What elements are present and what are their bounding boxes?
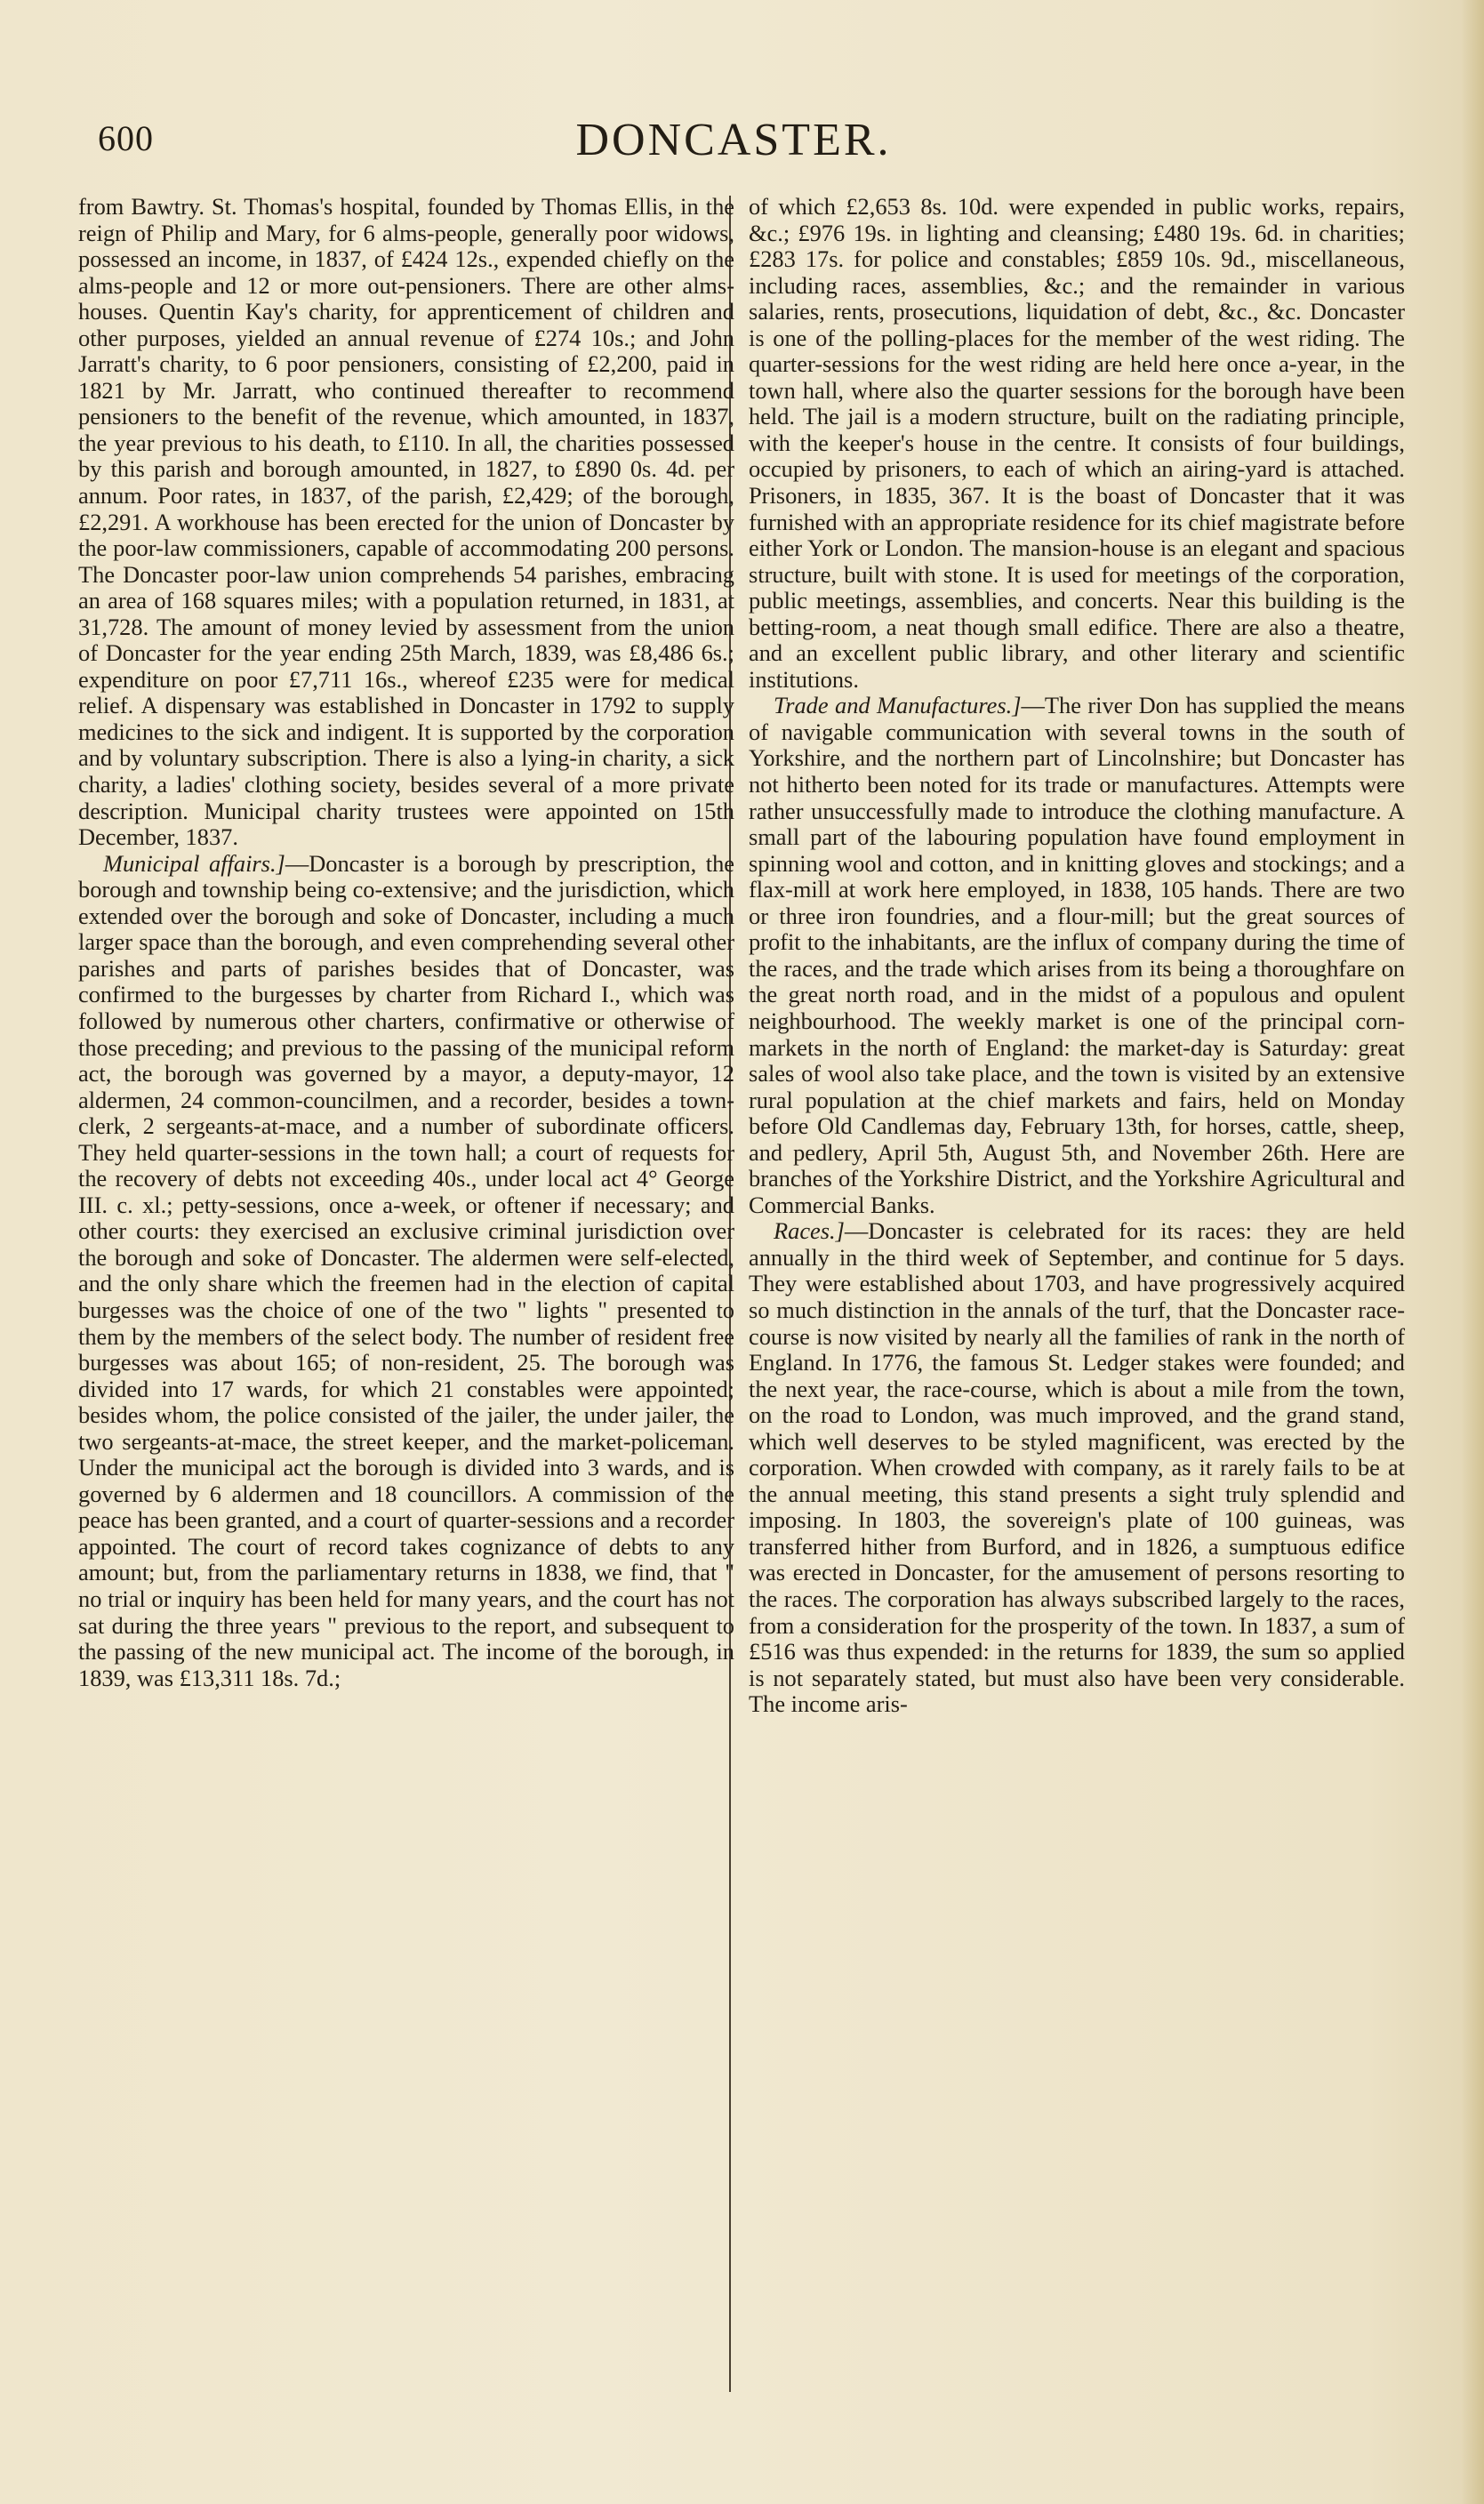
- paragraph-races: [749, 1218, 1405, 1717]
- page-number: 600: [98, 118, 154, 158]
- paragraph-municipal-affairs: [78, 851, 734, 1692]
- section-heading-municipal-affairs: Municipal affairs.]: [103, 849, 285, 877]
- paragraph-trade: [749, 693, 1405, 1218]
- paragraph-charities: from Bawtry. St. Thomas's hospital, founded by Thomas Ellis, in the reign of Philip and Mary, for 6 alms-people, generally poor widows, possessed an income, in 1837, of £424 12s., expended chiefly on the alms-people and 12 or more out-pensioners. There are other alms-houses. Quentin Kay's charity, for apprenticement of children and other purposes, yielded an annual revenue of £274 10s.; and John Jarratt's charity, to 6 poor pensioners, consisting of £2,200, paid in 1821 by Mr. Jarratt, who continued thereafter to recommend pensioners to the benefit of the revenue, which amounted, in 1837, the year previous to his death, to £110. In all, the charities possessed by this parish and borough amounted, in 1827, to £890 0s. 4d. per annum. Poor rates, in 1837, of the parish, £2,429; of the borough, £2,291. A workhouse has been erected for the union of Doncaster by the poor-law commissioners, capable of accommodating 200 persons. The Doncaster poor-law union comprehends 54 parishes, embracing an area of 168 squares miles; with a population returned, in 1831, at 31,728. The amount of money levied by assessment from the union of Doncaster for the year ending 25th March, 1839, was £8,486 6s.; expenditure on poor £7,711 16s., whereof £235 were for medical relief. A dispensary was established in Doncaster in 1792 to supply medicines to the sick and indigent. It is supported by the corporation and by voluntary subscription. There is also a lying-in charity, a sick charity, a ladies' clothing society, besides several of a more private description. Municipal charity trustees were appointed on 15th December, 1837.: [78, 193, 734, 851]
- running-head-title: DONCASTER.: [575, 115, 892, 165]
- page-edge-shadow: [1461, 0, 1484, 2504]
- right-column: [749, 194, 1405, 1718]
- left-column: [78, 194, 734, 1691]
- section-heading-races: Races.]: [774, 1217, 845, 1245]
- section-heading-trade: Trade and Manufactures.]: [774, 692, 1022, 719]
- paragraph-borough-income: of which £2,653 8s. 10d. were expended in public works, repairs, &c.; £976 19s. in lighting and cleansing; £480 19s. 6d. in charities; £283 17s. for police and constables; £859 10s. 9d., miscellaneous, including races, assemblies, &c.; and the remainder in various salaries, rents, prosecutions, liquidation of debt, &c., &c. Doncaster is one of the polling-places for the member of the west riding. The quarter-sessions for the west riding are held here once a-year, in the town hall, where also the quarter sessions for the borough have been held. The jail is a modern structure, built on the radiating principle, with the keeper's house in the centre. It consists of four buildings, occupied by prisoners, to each of which an airing-yard is attached. Prisoners, in 1835, 367. It is the boast of Doncaster that it was furnished with an appropriate residence for its chief magistrate before either York or London. The mansion-house is an elegant and spacious structure, built with stone. It is used for meetings of the corporation, public meetings, assemblies, and concerts. Near this building is the betting-room, a neat though small edifice. There are also a theatre, and an excellent public library, and other literary and scientific institutions.: [749, 193, 1405, 693]
- paragraph-municipal-affairs-text: —Doncaster is a borough by prescription, the borough and township being co-extensive; and the jurisdiction, which extended over the borough and soke of Doncaster, including a much larger space than the borough, and even comprehending several other parishes and parts of parishes besides that of Doncaster, was confirmed to the burgesses by charter from Richard I., which was followed by numerous other charters, confirmative or otherwise of those preceding; and previous to the passing of the municipal reform act, the borough was governed by a mayor, a deputy-mayor, 12 aldermen, 24 common-councilmen, and a recorder, besides a town-clerk, 2 sergeants-at-mace, and a number of subordinate officers. They held quarter-sessions in the town hall; a court of requests for the recovery of debts not exceeding 40s., under local act 4° George III. c. xl.; petty-sessions, once a-week, or oftener if necessary; and other courts: they exercised an exclusive criminal jurisdiction over the borough and soke of Doncaster. The aldermen were self-elected, and the only share which the freemen had in the election of capital burgesses was the choice of one of the two " lights " presented to them by the members of the select body. The number of resident free burgesses was about 165; of non-resident, 25. The borough was divided into 17 wards, for which 21 constables were appointed; besides whom, the police consisted of the jailer, the under jailer, the two sergeants-at-mace, the street keeper, and the market-policeman. Under the municipal act the borough is divided into 3 wards, and is governed by 6 aldermen and 18 councillors. A commission of the peace has been granted, and a court of quarter-sessions and a recorder appointed. The court of record takes cognizance of debts to any amount; but, from the parliamentary returns in 1838, we find, that " no trial or inquiry has been held for many years, and the court has not sat during the three years " previous to the report, and subsequent to the passing of the new municipal act. The income of the borough, in 1839, was £13,311 18s. 7d.;: [78, 849, 734, 1691]
- page-header: [80, 114, 1387, 167]
- paragraph-races-text: —Doncaster is celebrated for its races: they are held annually in the third week of September, and continue for 5 days. They were established about 1703, and have progressively acquired so much distinction in the annals of the turf, that the Doncaster race-course is now visited by nearly all the families of rank in the north of England. In 1776, the famous St. Ledger stakes were founded; and the next year, the race-course, which is about a mile from the town, on the road to London, was much improved, and the grand stand, which well deserves to be styled magnificent, was erected by the corporation. When crowded with company, as it rarely fails to be at the annual meeting, this stand presents a sight truly splendid and imposing. In 1803, the sovereign's plate of 100 guineas, was transferred hither from Burford, and in 1826, a sumptuous edifice was erected in Doncaster, for the amusement of persons resorting to the races. The corporation has always subscribed largely to the races, from a consideration for the prosperity of the town. In 1837, a sum of £516 was thus expended: in the returns for 1839, the sum so applied is not separately stated, but must also have been very considerable. The income aris-: [749, 1217, 1405, 1718]
- paragraph-trade-text: —The river Don has supplied the means of navigable communication with several towns in the south of Yorkshire, and the northern part of Lincolnshire; but Doncaster has not hitherto been noted for its trade or manufactures. Attempts were rather unsuccessfully made to introduce the clothing manufacture. A small part of the labouring population have found employment in spinning wool and cotton, and in knitting gloves and stockings; and a flax-mill at work here employed, in 1838, 105 hands. There are two or three iron foundries, and a flour-mill; but the great sources of profit to the inhabitants, are the influx of company during the time of the races, and the trade which arises from its being a thoroughfare on the great north road, and in the midst of a populous and opulent neighbourhood. The weekly market is one of the principal corn-markets in the north of England: the market-day is Saturday: great sales of wool also take place, and the town is visited by an extensive rural population at the chief markets and fairs, held on Monday before Old Candlemas day, February 13th, for horses, cattle, sheep, and pedlery, April 5th, August 5th, and November 26th. Here are branches of the Yorkshire District, and the Yorkshire Agricultural and Commercial Banks.: [749, 692, 1406, 1218]
